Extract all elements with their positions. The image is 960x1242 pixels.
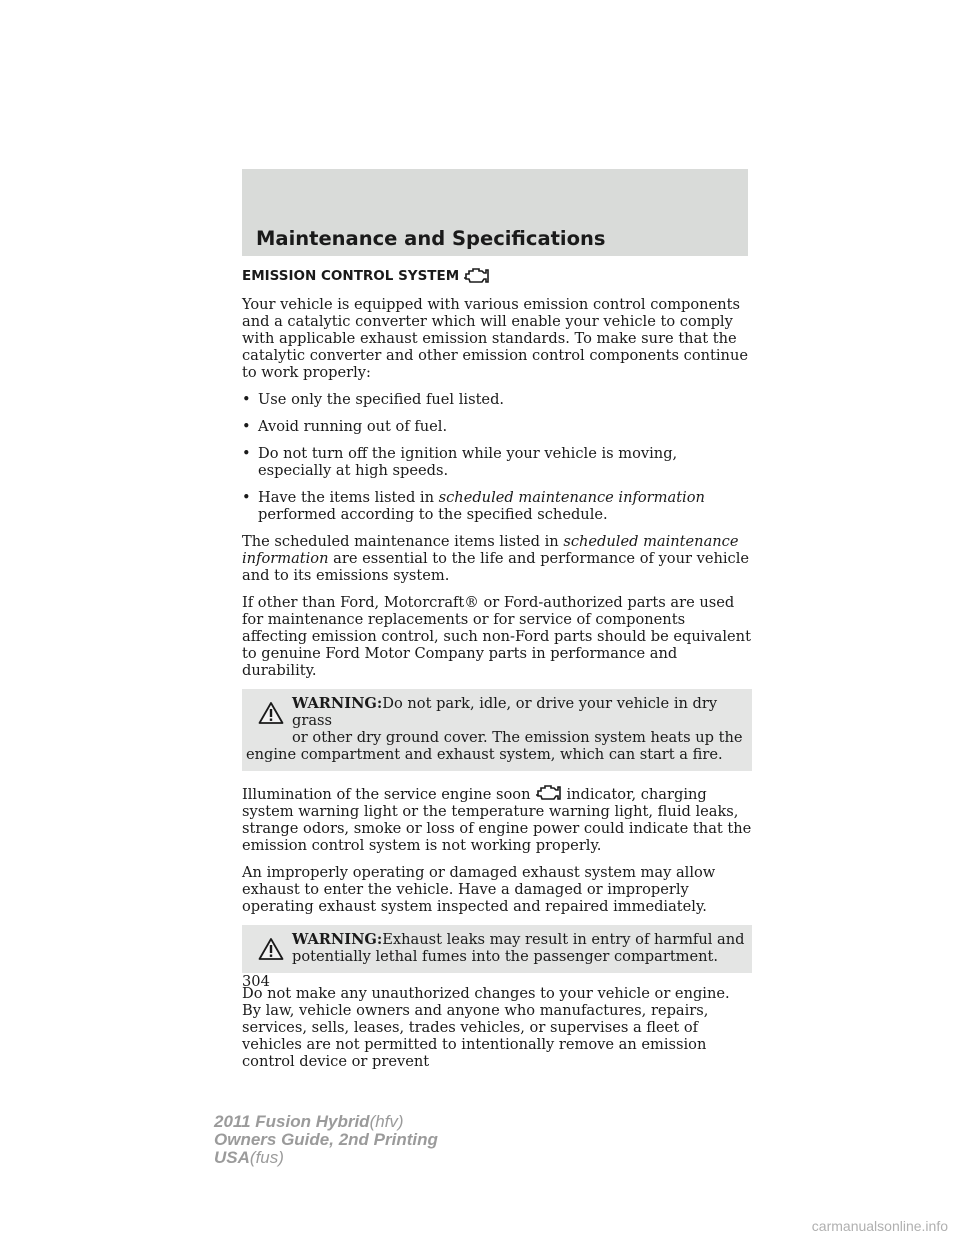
footer-edition-info: 2011 Fusion Hybrid(hfv) Owners Guide, 2nd Printing USA(fus) (214, 1112, 438, 1167)
illumination-paragraph: Illumination of the service engine soon indicator, charging system warning light or the temperature warning light, fluid leaks, strange odors, smoke or loss of engine power could indicate that the emission control system is not working properly. (242, 783, 752, 854)
warning-triangle-icon (258, 701, 284, 725)
watermark: carmanualsonline.info (811, 1218, 948, 1234)
warning-box-fire: WARNING:Do not park, idle, or drive your vehicle in dry grass or other dry ground cover. The emission system heats up the engine compartment and exhaust system, which can start a fire. (242, 689, 752, 771)
check-engine-icon (461, 266, 491, 286)
parts-paragraph: If other than Ford, Motorcraft® or Ford-authorized parts are used for maintenance replacements or for service of components affecting emission control, such non-Ford parts should be equivalent to genuine Ford Motor Company parts in performance and durability. (242, 594, 751, 679)
intro-paragraph: Your vehicle is equipped with various emission control components and a catalytic converter which will enable your vehicle to comply with applicable exhaust emission standards. To make sure that the catalytic converter and other emission control components continue to work properly: (242, 296, 748, 381)
section-header-bar (242, 169, 748, 256)
bullet-list (242, 391, 752, 523)
warning-triangle-icon (258, 937, 284, 961)
page-title: Maintenance and Specifications (256, 227, 606, 250)
list-item: • Do not turn off the ignition while your vehicle is moving, especially at high speeds. (242, 445, 678, 479)
section-heading (242, 266, 752, 286)
warning-box-exhaust: WARNING:Exhaust leaks may result in entry of harmful and potentially lethal fumes into the passenger compartment. (242, 925, 752, 973)
list-item: • Avoid running out of fuel. (242, 418, 448, 435)
section-heading-text: EMISSION CONTROL SYSTEM (242, 267, 460, 284)
list-item: • Have the items listed in scheduled maintenance information performed according to the specified schedule. (242, 489, 705, 523)
page-number: 304 (242, 973, 270, 990)
check-engine-icon (532, 783, 564, 803)
main-content (242, 266, 752, 1080)
improper-exhaust-paragraph: An improperly operating or damaged exhaust system may allow exhaust to enter the vehicle. Have a damaged or improperly operating exhaust system inspected and repaired immediately. (242, 864, 716, 915)
list-item: • Use only the specified fuel listed. (242, 391, 505, 408)
scheduled-maintenance-paragraph: The scheduled maintenance items listed in scheduled maintenance information are essential to the life and performance of your vehicle and to its emissions system. (242, 533, 750, 584)
unauthorized-changes-paragraph: Do not make any unauthorized changes to your vehicle or engine. By law, vehicle owners and anyone who manufactures, repairs, services, sells, leases, trades vehicles, or supervises a fleet of vehicles are not permitted to intentionally remove an emission control device or prevent (242, 985, 730, 1070)
